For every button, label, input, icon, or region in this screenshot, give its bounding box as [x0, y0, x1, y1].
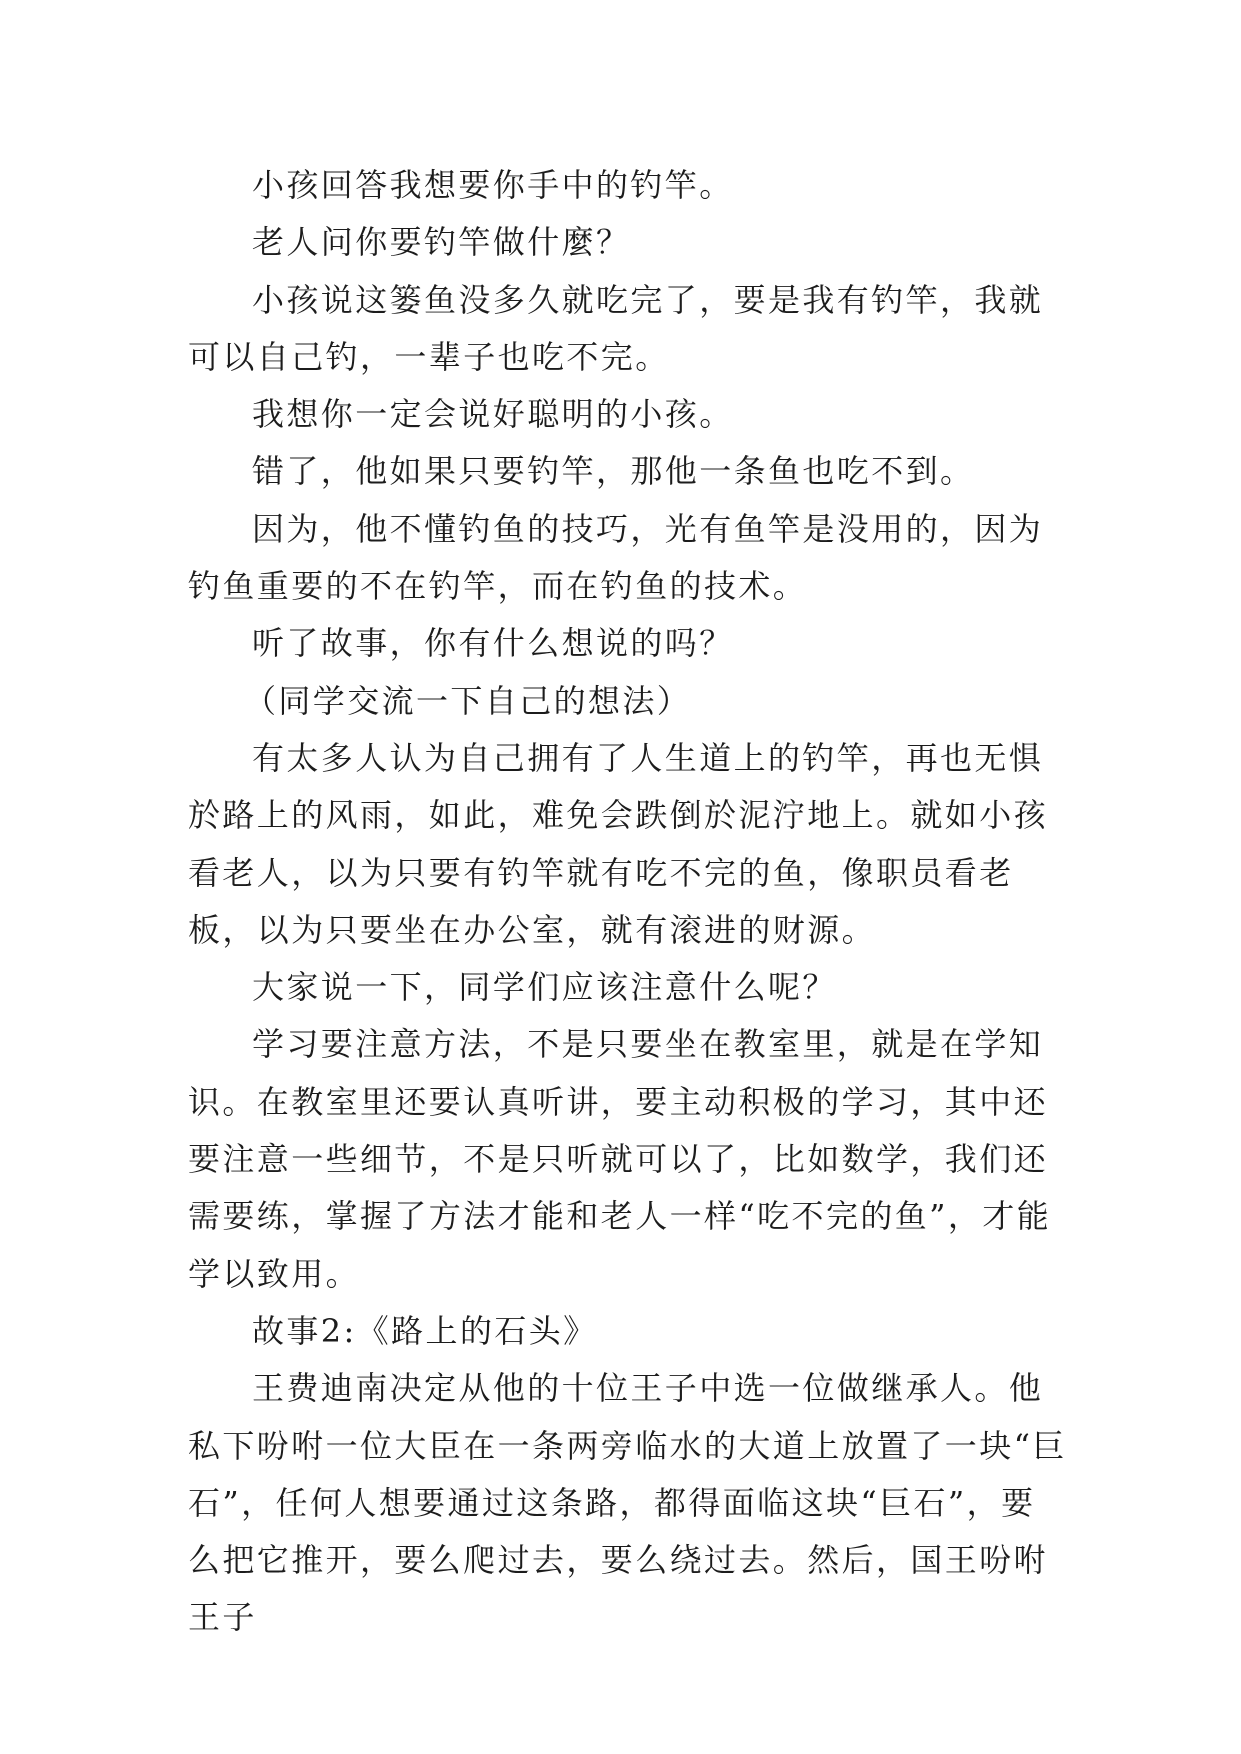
paragraph-too-many-people: 有太多人认为自己拥有了人生道上的钓竿，再也无惧於路上的风雨，如此，难免会跌倒於泥泞地上。就如小孩看老人，以为只要有钓竿就有吃不完的鱼，像职员看老板，以为只要坐在办公室，就有滚进的财源。: [188, 738, 1049, 949]
paragraph-king-ferdinand: 王费迪南决定从他的十位王子中选一位做继承人。他私下吩咐一位大臣在一条两旁临水的大道上放置了一块“巨石”，任何人想要通过这条路，都得面临这块“巨石”，要么把它推开，要么爬过去，要么绕过去。然后，国王吩咐王子: [188, 1369, 1067, 1637]
paragraph-discussion-note: （同学交流一下自己的想法）: [244, 681, 692, 720]
paragraph-old-man-asks: 老人问你要钓竿做什麼？: [252, 223, 631, 262]
paragraph-question-attention: 大家说一下，同学们应该注意什么呢？: [252, 968, 837, 1007]
paragraph-question-story: 听了故事，你有什么想说的吗？: [252, 624, 734, 663]
paragraph-child-explains: 小孩说这篓鱼没多久就吃完了，要是我有钓竿，我就可以自己钓，一辈子也吃不完。: [188, 280, 1044, 376]
paragraph-wrong: 错了，他如果只要钓竿，那他一条鱼也吃不到。: [252, 452, 975, 491]
paragraph-because: 因为，他不懂钓鱼的技巧，光有鱼竿是没用的，因为钓鱼重要的不在钓竿，而在钓鱼的技术。: [188, 509, 1044, 606]
paragraph-child-answer: 小孩回答我想要你手中的钓竿。: [252, 166, 734, 204]
paragraph-study-method: 学习要注意方法，不是只要坐在教室里，就是在学知识。在教室里还要认真听讲，要主动积极的学习，其中还要注意一些细节，不是只听就可以了，比如数学，我们还需要练，掌握了方法才能和老人一样“吃不完的鱼”，才能学以致用。: [188, 1025, 1052, 1293]
paragraph-story2-title: 故事2:《路上的石头》: [252, 1311, 598, 1350]
paragraph-clever-child: 我想你一定会说好聪明的小孩。: [252, 395, 734, 434]
document-body: [188, 157, 1068, 1647]
